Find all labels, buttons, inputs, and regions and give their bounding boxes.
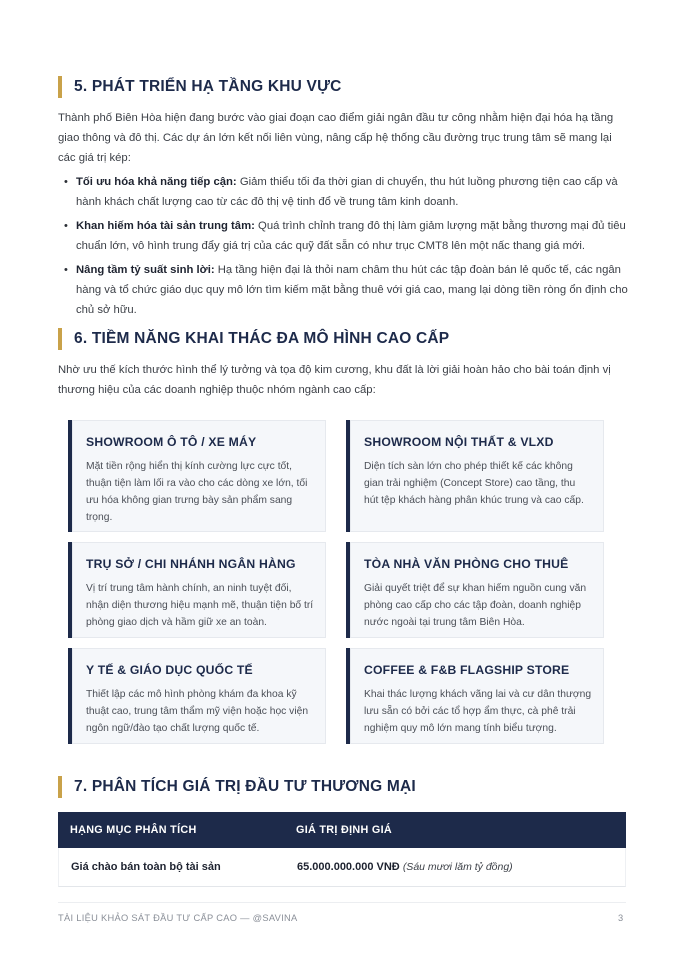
card-title: SHOWROOM Ô TÔ / XE MÁY: [86, 435, 257, 449]
card-title: COFFEE & F&B FLAGSHIP STORE: [364, 663, 570, 677]
card-health-education: [68, 648, 326, 744]
card-bank-branch: [68, 542, 326, 638]
section-5-bullets: [58, 172, 630, 324]
section-5-title: 5. PHÁT TRIỂN HẠ TẦNG KHU VỰC: [58, 76, 342, 98]
bullet-dot-icon: •: [64, 176, 68, 188]
valuation-table: [58, 812, 626, 887]
card-body: Diện tích sàn lớn cho phép thiết kế các không gian trải nghiệm (Concept Store) cao tầng, thu hút tệp khách hàng phân khúc trung và cao cấp.: [364, 461, 584, 506]
bullet-item: [58, 172, 630, 212]
section-7-title: 7. PHÂN TÍCH GIÁ TRỊ ĐẦU TƯ THƯƠNG MẠI: [58, 776, 416, 798]
bullet-text: Giảm thiểu tối đa thời gian di chuyển, thu hút luồng phương tiện cao cấp và hành khách chất lượng cao từ các đô thị vệ tinh đổ về trung tâm kinh doanh.: [76, 176, 618, 208]
table-header-cell: GIÁ TRỊ ĐỊNH GIÁ: [296, 824, 392, 836]
bullet-bold-label: Nâng tầm tỷ suất sinh lời:: [76, 264, 215, 276]
card-showroom-auto: [68, 420, 326, 532]
bullet-dot-icon: •: [64, 264, 68, 276]
card-office-rental: [346, 542, 604, 638]
bullet-text: Quá trình chỉnh trang đô thị làm giảm lượng mặt bằng thương mại đủ tiêu chuẩn lớn, vô hình trung đẩy giá trị của các quỹ đất sẵn có như trục CMT8 lên một nấc thang giá mới.: [76, 220, 626, 252]
page-number: 3: [618, 913, 624, 923]
card-body: Giải quyết triệt để sự khan hiếm nguồn cung văn phòng cao cấp cho các tập đoàn, doanh nghiệp nước ngoài tại trung tâm Biên Hòa.: [364, 583, 587, 628]
card-title: SHOWROOM NỘI THẤT & VLXD: [364, 435, 554, 449]
card-body: Thiết lập các mô hình phòng khám đa khoa kỹ thuật cao, trung tâm thẩm mỹ viện hoặc học viện ngôn ngữ/đào tạo chất lượng quốc tế.: [86, 689, 309, 734]
card-showroom-interior: [346, 420, 604, 532]
table-cell-item: Giá chào bán toàn bộ tài sản: [71, 861, 221, 873]
bullet-bold-label: Tối ưu hóa khả năng tiếp cận:: [76, 176, 237, 188]
card-title: TÒA NHÀ VĂN PHÒNG CHO THUÊ: [364, 557, 569, 571]
table-header-cell: HẠNG MỤC PHÂN TÍCH: [70, 824, 197, 836]
bullet-text: Hạ tầng hiện đại là thỏi nam châm thu hút các tập đoàn bán lẻ quốc tế, các ngân hàng và tổ chức giáo dục quy mô lớn tìm kiếm mặt bằng thuê với giá cao, mang lại dòng tiền ròng ổn định cho chủ sở hữu.: [76, 264, 628, 316]
bullet-item: [58, 260, 630, 320]
table-row: [58, 848, 626, 887]
footer-divider: [58, 902, 626, 903]
card-body: Vị trí trung tâm hành chính, an ninh tuyệt đối, nhận diện thương hiệu mạnh mẽ, thuận tiện bố trí phòng giao dịch và hầm giữ xe an toàn.: [86, 583, 314, 628]
section-6-intro: Nhờ ưu thế kích thước hình thể lý tưởng và tọa độ kim cương, khu đất là lời giải hoàn hảo cho bài toán định vị thương hiệu của các doanh nghiệp thuộc nhóm ngành cao cấp:: [58, 364, 611, 396]
bullet-dot-icon: •: [64, 220, 68, 232]
table-cell-value: [285, 861, 625, 873]
card-title: TRỤ SỞ / CHI NHÁNH NGÂN HÀNG: [86, 557, 296, 571]
price-value: 65.000.000.000 VNĐ: [297, 861, 400, 873]
bullet-item: [58, 216, 630, 256]
bullet-bold-label: Khan hiếm hóa tài sản trung tâm:: [76, 220, 255, 232]
card-title: Y TẾ & GIÁO DỤC QUỐC TẾ: [86, 663, 253, 677]
card-body: Khai thác lượng khách vãng lai và cư dân thượng lưu sẵn có bởi các tổ hợp ẩm thực, cà phê trải nghiệm quy mô lớn mang tính biểu tượng.: [364, 689, 592, 734]
section-5-intro: Thành phố Biên Hòa hiện đang bước vào giai đoạn cao điểm giải ngân đầu tư công nhằm hiện đại hóa hạ tầng giao thông và đô thị. Các dự án lớn kết nối liên vùng, nâng cấp hệ thống cầu đường trục trung tâm sẽ mang lại các giá trị kép:: [58, 112, 614, 164]
section-6-title: 6. TIỀM NĂNG KHAI THÁC ĐA MÔ HÌNH CAO CẤP: [58, 328, 449, 350]
card-coffee-fnb: [346, 648, 604, 744]
card-body: Mặt tiền rộng hiển thị kính cường lực cực tốt, thuận tiện làm lối ra vào cho các dòng xe lớn, tối ưu hóa không gian trưng bày sản phẩm sang trọng.: [86, 461, 308, 523]
table-header: [58, 812, 626, 848]
price-note: (Sáu mươi lăm tỷ đồng): [402, 861, 513, 873]
footer-label: TÀI LIỆU KHẢO SÁT ĐẦU TƯ CẤP CAO — @SAVINA: [58, 913, 298, 923]
